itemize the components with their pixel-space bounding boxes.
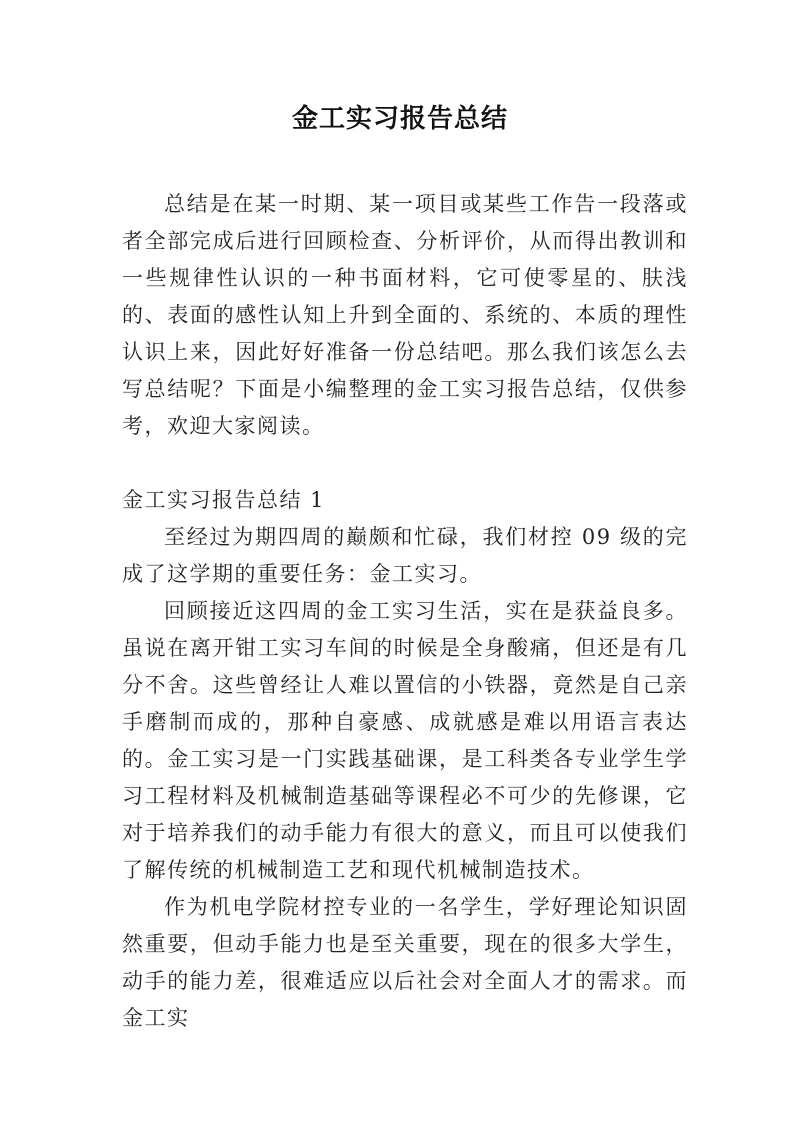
section-heading: 金工实习报告总结 1 xyxy=(122,488,326,512)
section-paragraph: 至经过为期四周的巅颇和忙碌，我们材控 09 级的完成了这学期的重要任务：金工实习。 xyxy=(122,525,688,586)
document-title: 金工实习报告总结 xyxy=(291,104,508,134)
document-body xyxy=(122,186,688,1037)
section-1 xyxy=(122,482,688,1037)
section-paragraph: 回顾接近这四周的金工实习生活，实在是获益良多。虽说在离开钳工实习车间的时候是全身酸痛，但还是有几分不舍。这些曾经让人难以置信的小铁器，竟然是自己亲手磨制而成的，那种自豪感、成就感是难以用语言表达的。金工实习是一门实践基础课，是工科类各专业学生学习工程材料及机械制造基础等课程必不可少的先修课，它对于培养我们的动手能力有很大的意义，而且可以使我们了解传统的机械制造工艺和现代机械制造技术。 xyxy=(122,599,688,882)
intro-paragraph: 总结是在某一时期、某一项目或某些工作告一段落或者全部完成后进行回顾检查、分析评价，从而得出教训和一些规律性认识的一种书面材料，它可使零星的、肤浅的、表面的感性认知上升到全面的、系统的、本质的理性认识上来，因此好好准备一份总结吧。那么我们该怎么去写总结呢？下面是小编整理的金工实习报告总结，仅供参考，欢迎大家阅读。 xyxy=(122,192,688,438)
section-paragraph: 作为机电学院材控专业的一名学生，学好理论知识固然重要，但动手能力也是至关重要，现在的很多大学生，动手的能力差，很难适应以后社会对全面人才的需求。而金工实 xyxy=(122,895,688,1030)
